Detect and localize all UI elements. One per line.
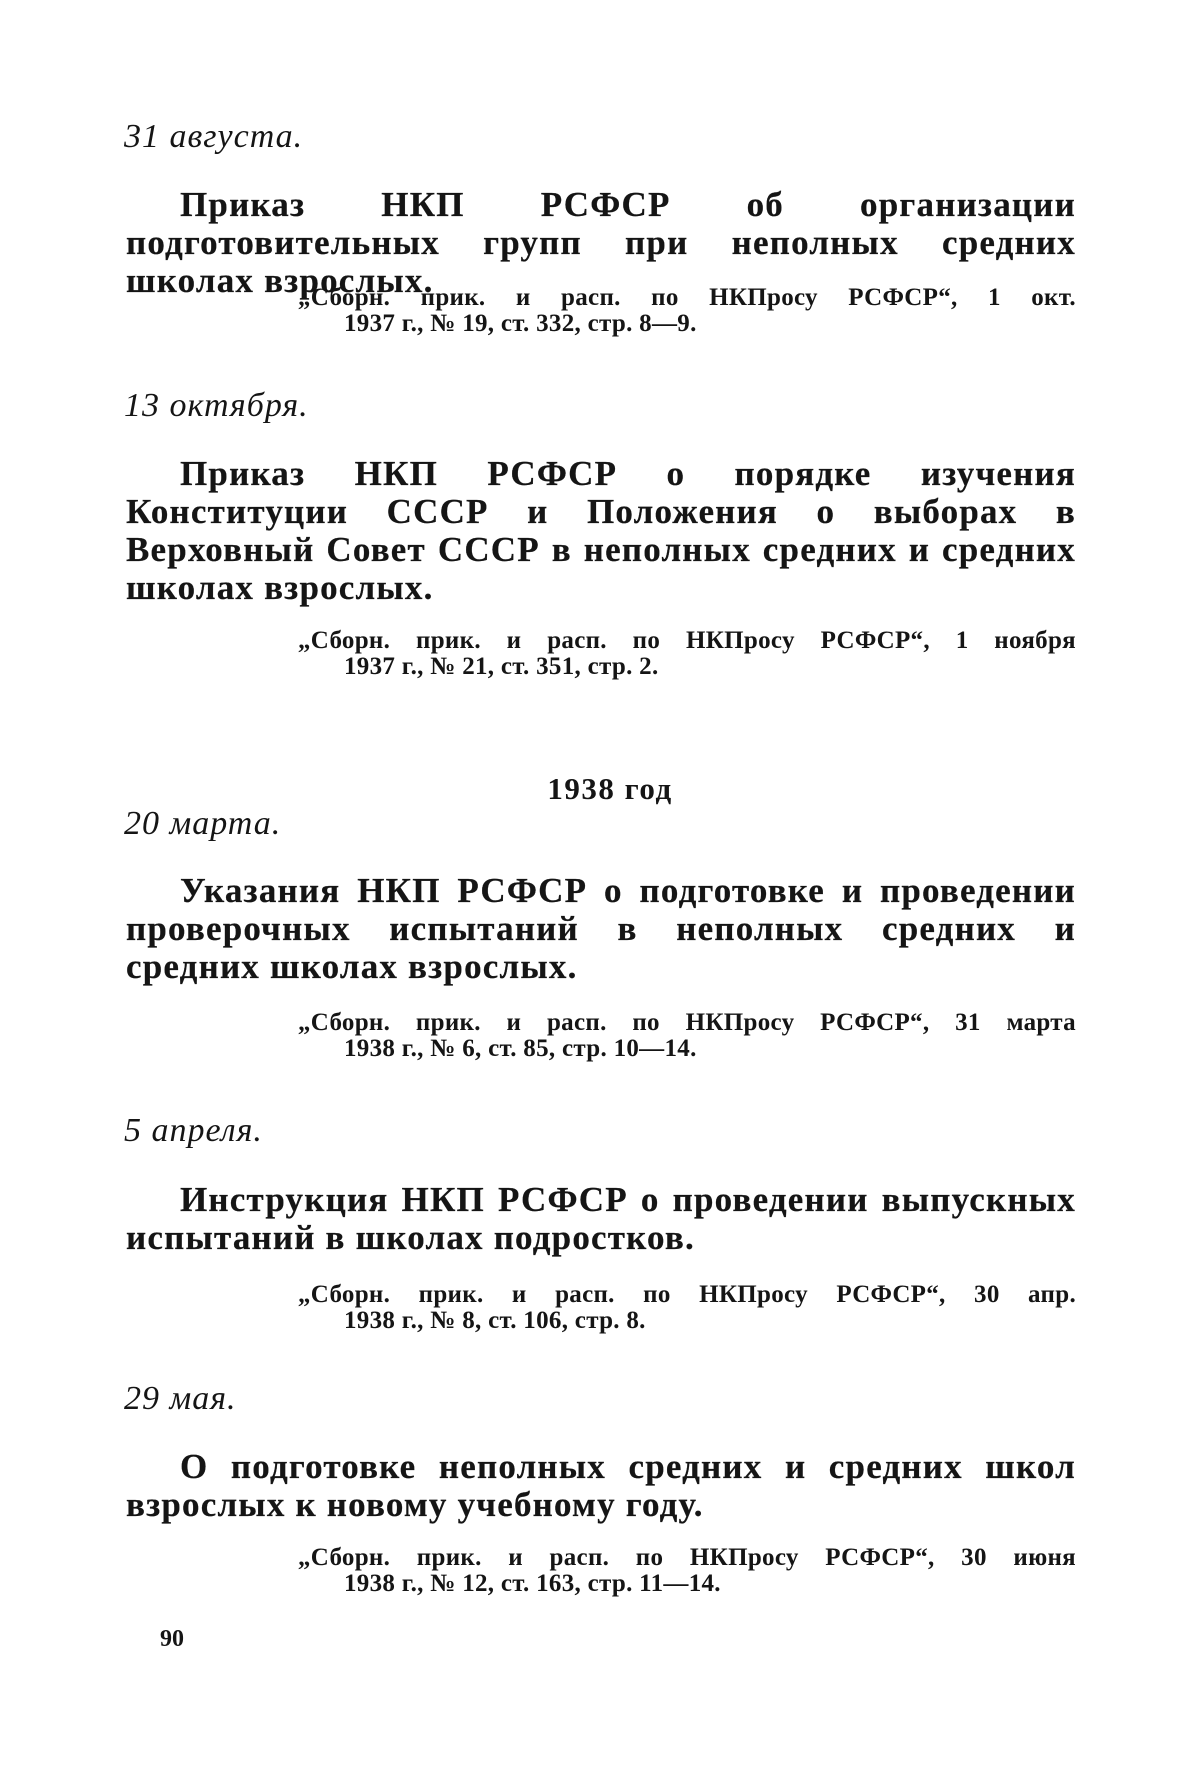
source-line: „Сборн. прик. и расп. по НКПросу РСФСР“, 31 марта xyxy=(298,1009,1076,1036)
entry-source xyxy=(298,1010,1076,1062)
entry-text: Указания НКП РСФСР о подготовке и проведении проверочных испытаний в неполных средних и средних школах взрослых. xyxy=(126,871,1076,986)
source-line: 1937 г., № 19, ст. 332, стр. 8—9. xyxy=(344,310,697,337)
source-line: „Сборн. прик. и расп. по НКПросу РСФСР“, 1 ноября xyxy=(298,627,1076,654)
entry-source xyxy=(298,628,1076,680)
entry-text: Инструкция НКП РСФСР о проведении выпускных испытаний в школах подростков. xyxy=(126,1180,1076,1257)
entry-source xyxy=(298,1545,1076,1597)
page-number: 90 xyxy=(160,1626,184,1652)
source-line: „Сборн. прик. и расп. по НКПросу РСФСР“, 30 июня xyxy=(298,1544,1076,1571)
entry-source xyxy=(298,1282,1076,1334)
entry-source xyxy=(298,285,1076,337)
year-heading: 1938 год xyxy=(547,771,673,806)
entry-date: 20 марта. xyxy=(124,805,282,842)
source-line: 1938 г., № 8, ст. 106, стр. 8. xyxy=(344,1307,646,1334)
entry-date: 29 мая. xyxy=(124,1380,237,1417)
source-line: „Сборн. прик. и расп. по НКПросу РСФСР“, 1 окт. xyxy=(298,284,1076,311)
entry-date: 31 августа. xyxy=(124,118,304,155)
entry-text: Приказ НКП РСФСР о порядке изучения Конституции СССР и Положения о выборах в Верховный Совет СССР в неполных средних и средних школах взрослых. xyxy=(126,454,1076,607)
entry-text: Приказ НКП РСФСР об организации подготовительных групп при неполных средних школах взрослых. xyxy=(126,185,1076,300)
source-line: 1938 г., № 6, ст. 85, стр. 10—14. xyxy=(344,1035,697,1062)
entry-text: О подготовке неполных средних и средних школ взрослых к новому учебному году. xyxy=(126,1447,1076,1524)
source-line: 1937 г., № 21, ст. 351, стр. 2. xyxy=(344,653,659,680)
entry-date: 5 апреля. xyxy=(124,1112,263,1149)
source-line: 1938 г., № 12, ст. 163, стр. 11—14. xyxy=(344,1570,721,1597)
entry-date: 13 октября. xyxy=(124,387,309,424)
source-line: „Сборн. прик. и расп. по НКПросу РСФСР“, 30 апр. xyxy=(298,1281,1076,1308)
